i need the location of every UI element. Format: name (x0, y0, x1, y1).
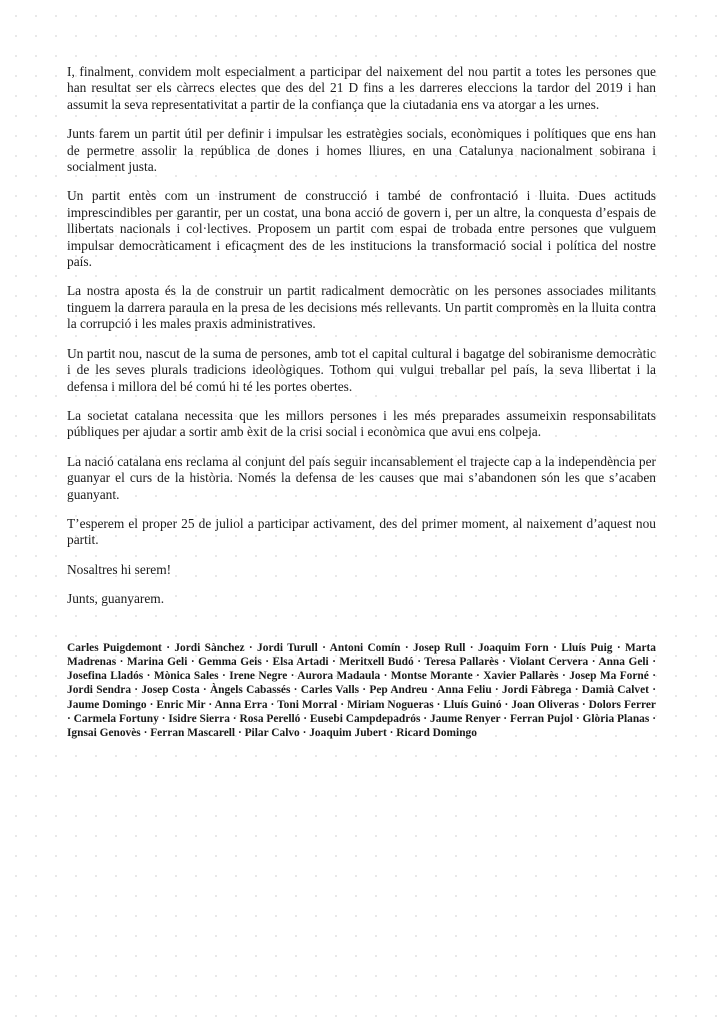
paragraph-we-will-be-there: Nosaltres hi serem! (67, 561, 172, 577)
paragraph-instrument: Un partit entès com un instrument de construcció i també de confrontació i lluita. Dues actituds imprescindibles per garantir, per un costat, una bona acció de govern i, per un altre, la conquesta d’espais de llibertats nacionals i col·lectives. Proposem un partit com espai de trobada entre persones que vulguem impulsar democràticament i eficaçment des de les institucions la transformació social i política del nostre país. (67, 188, 656, 270)
paragraph-society: La societat catalana necessita que les millors persones i les més preparades assumeixin responsabilitats públiques per ajudar a sortir amb èxit de la crisi social i econòmica que avui ens colpeja. (67, 407, 656, 440)
paragraph-useful-party: Junts farem un partit útil per definir i impulsar les estratègies socials, econòmiques i polítiques que ens han de permetre assolir la república de dones i homes lliures, en una Catalunya nacionalment sobirana i socialment justa. (67, 126, 656, 175)
paragraph-date-invitation: T’esperem el proper 25 de juliol a participar activament, des del primer moment, al naixement d’aquest nou partit. (67, 515, 656, 548)
paragraph-closing-invitation: I, finalment, convidem molt especialment a participar del naixement del nou partit a totes les persones que han resultat ser els càrrecs electes que des del 21 D fins a les darreres eleccions la tardor del 2019 i han assumit la seva representativitat a partir de la confiança que la ciutadania ens va atorgar a les urnes. (67, 64, 656, 112)
signatories-list: Carles Puigdemont · Jordi Sànchez · Jordi Turull · Antoni Comín · Josep Rull · Joaquim Forn · Lluís Puig · Marta Madrenas · Marina Geli · Gemma Geis · Elsa Artadi · Meritxell Budó · Teresa Pallarès · Violant Cervera · Anna Geli · Josefina Lladós · Mònica Sales · Irene Negre · Aurora Madaula · Montse Morante · Xavier Pallarès · Josep Ma Forné · Jordi Sendra · Josep Costa · Àngels Cabassés · Carles Valls · Pep Andreu · Anna Feliu · Jordi Fàbrega · Damià Calvet · Jaume Domingo · Enric Mir · Anna Erra · Toni Morral · Miriam Nogueras · Lluís Guinó · Joan Oliveras · Dolors Ferrer · Carmela Fortuny · Isidre Sierra · Rosa Perelló · Eusebi Campdepadrós · Jaume Renyer · Ferran Pujol · Glòria Planas · Ignsai Genovès · Ferran Mascarell · Pilar Calvo · Joaquim Jubert · Ricard Domingo (67, 641, 656, 740)
paragraph-new-party: Un partit nou, nascut de la suma de persones, amb tot el capital cultural i bagatge del sobiranisme democràtic i de les seves plurals tradicions ideològiques. Tothom qui vulgui treballar pel país, la seva llibertat i la defensa i millora del bé comú hi té les portes obertes. (67, 345, 656, 394)
paragraph-nation: La nació catalana ens reclama al conjunt del país seguir incansablement el trajecte cap a la independència per guanyar el curs de la història. Només la defensa de les causes que mai s’abandonen són les que s’acaben guanyant. (67, 453, 656, 502)
paragraph-democratic-bet: La nostra aposta és la de construir un partit radicalment democràtic on les persones associades militants tinguem la darrera paraula en la presa de les decisions més rellevants. Un partit compromès en la lluita contra la corrupció i les males praxis administratives. (67, 283, 656, 332)
letter-body (67, 64, 656, 608)
paragraph-sign-off: Junts, guanyarem. (67, 591, 165, 607)
